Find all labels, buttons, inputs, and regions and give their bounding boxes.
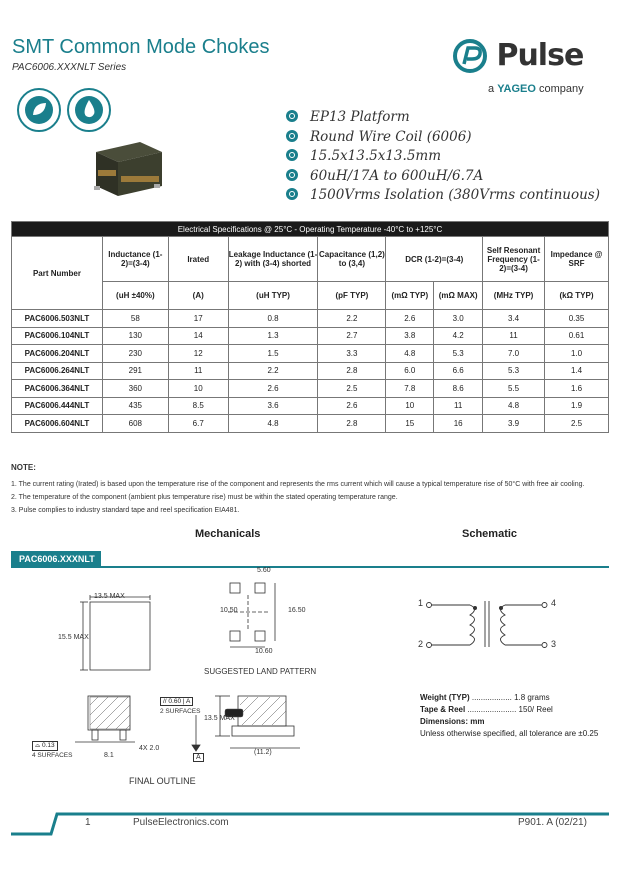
parallelism-callout: // 0.60 | A [160, 697, 193, 706]
electrical-spec-table [11, 221, 609, 433]
unit-cell: (kΩ TYP) [545, 282, 609, 310]
table-cell: 230 [102, 345, 168, 363]
table-cell: 4.8 [483, 397, 545, 415]
feature-item: 60uH/17A to 600uH/6.7A [286, 167, 600, 187]
header-dcr: DCR (1-2)=(3-4) [386, 237, 483, 282]
table-cell: 11 [434, 397, 483, 415]
dim-overall: (11.2) [254, 749, 272, 756]
table-body [12, 310, 609, 433]
dim-land-height: 16.50 [288, 607, 306, 614]
rohs-leaf-icon [19, 90, 59, 130]
pin-3-label: 3 [551, 639, 557, 649]
table-cell: 5.3 [434, 345, 483, 363]
table-cell: 4.8 [386, 345, 434, 363]
table-cell: 0.8 [228, 310, 318, 328]
table-row [12, 362, 609, 380]
pin-2-label: 2 [418, 639, 424, 649]
table-cell: 5.3 [483, 362, 545, 380]
table-cell: 2.6 [228, 380, 318, 398]
unit-cell: (uH ±40%) [102, 282, 168, 310]
feature-list [286, 108, 600, 206]
dim-land-width: 10.60 [255, 648, 273, 655]
table-cell: 2.2 [318, 310, 386, 328]
tag-underline [11, 566, 609, 568]
bullet-icon [286, 110, 298, 122]
logo-wordmark: Pulse [496, 38, 584, 73]
part-number-cell: PAC6006.604NLT [12, 415, 103, 433]
header-srf: Self Resonant Frequency (1-2)=(3-4) [483, 237, 545, 282]
table-cell: 360 [102, 380, 168, 398]
pulse-logo-icon [452, 38, 492, 74]
header-inductance: Inductance (1-2)=(3-4) [102, 237, 168, 282]
dim-width: 13.5 MAX [94, 593, 125, 600]
table-cell: 8.6 [434, 380, 483, 398]
table-cell: 3.3 [318, 345, 386, 363]
rohs-badge [17, 88, 61, 132]
table-cell: 11 [168, 362, 228, 380]
table-cell: 608 [102, 415, 168, 433]
table-cell: 10 [386, 397, 434, 415]
schematic-heading: Schematic [462, 528, 518, 540]
tape-reel-line: Tape & Reel ...................... 150/ Reel [420, 705, 553, 714]
bullet-icon [286, 169, 298, 181]
mechanicals-heading: Mechanicals [195, 528, 261, 540]
table-cell: 1.5 [228, 345, 318, 363]
dim-height: 13.5 MAX [204, 715, 235, 722]
table-cell: 6.7 [168, 415, 228, 433]
table-cell: 2.7 [318, 327, 386, 345]
schematic-diagram [415, 595, 565, 655]
table-cell: 10 [168, 380, 228, 398]
table-cell: 2.6 [386, 310, 434, 328]
table-cell: 12 [168, 345, 228, 363]
msl-badge [67, 88, 111, 132]
table-row [12, 415, 609, 433]
table-cell: 2.5 [318, 380, 386, 398]
dim-land-inner: 10.50 [220, 607, 238, 614]
datum-a-label: A [193, 753, 204, 762]
table-cell: 7.0 [483, 345, 545, 363]
table-cell: 0.35 [545, 310, 609, 328]
part-number-cell: PAC6006.264NLT [12, 362, 103, 380]
page-title: SMT Common Mode Chokes [12, 36, 270, 58]
feature-item: 1500Vrms Isolation (380Vrms continuous) [286, 186, 600, 206]
table-cell: 4.8 [228, 415, 318, 433]
two-surfaces-label: 2 SURFACES [160, 708, 201, 715]
bullet-icon [286, 149, 298, 161]
land-pattern-caption: SUGGESTED LAND PATTERN [204, 667, 317, 676]
note-item: 3. Pulse complies to industry standard tape and reel specification EIA481. [11, 507, 240, 514]
table-cell: 8.5 [168, 397, 228, 415]
part-number-cell: PAC6006.364NLT [12, 380, 103, 398]
tolerance-line: Unless otherwise specified, all tolerance are ±0.25 [420, 729, 599, 738]
weight-line: Weight (TYP) .................. 1.8 grams [420, 693, 550, 702]
part-number-cell: PAC6006.503NLT [12, 310, 103, 328]
msl-drop-icon [69, 90, 109, 130]
table-row [12, 345, 609, 363]
feature-item: 15.5x13.5x13.5mm [286, 147, 600, 167]
note-item: 1. The current rating (Irated) is based upon the temperature rise of the component and represents the rms current which will cause a typical temperature rise of 50°C with free air cooling. [11, 481, 585, 488]
table-cell: 58 [102, 310, 168, 328]
header-irated: Irated [168, 237, 228, 282]
table-cell: 14 [168, 327, 228, 345]
table-cell: 3.4 [483, 310, 545, 328]
table-cell: 130 [102, 327, 168, 345]
table-cell: 4.2 [434, 327, 483, 345]
unit-cell: (MHz TYP) [483, 282, 545, 310]
table-cell: 291 [102, 362, 168, 380]
table-cell: 11 [483, 327, 545, 345]
table-cell: 7.8 [386, 380, 434, 398]
header-capacitance: Capacitance (1,2) to (3,4) [318, 237, 386, 282]
pin-1-label: 1 [418, 598, 424, 608]
dim-land-gap: 5.60 [257, 567, 271, 574]
header-part-number: Part Number [12, 237, 103, 310]
table-cell: 5.5 [483, 380, 545, 398]
physical-specs [420, 692, 598, 740]
table-cell: 435 [102, 397, 168, 415]
table-cell: 2.6 [318, 397, 386, 415]
dim-pin-pitch: 8.1 [104, 752, 114, 759]
unit-cell: (mΩ MAX) [434, 282, 483, 310]
dimensions-line: Dimensions: mm [420, 717, 485, 726]
part-number-cell: PAC6006.444NLT [12, 397, 103, 415]
table-cell: 6.6 [434, 362, 483, 380]
header-leakage: Leakage Inductance (1-2) with (3-4) shorted [228, 237, 318, 282]
table-cell: 1.9 [545, 397, 609, 415]
table-cell: 6.0 [386, 362, 434, 380]
part-number-cell: PAC6006.104NLT [12, 327, 103, 345]
final-outline-caption: FINAL OUTLINE [129, 776, 196, 786]
flatness-callout: ⌓ 0.13 [32, 741, 58, 751]
dim-length: 15.5 MAX [58, 634, 89, 641]
table-cell: 1.6 [545, 380, 609, 398]
header-impedance: Impedance @ SRF [545, 237, 609, 282]
pulse-logo [452, 38, 583, 74]
unit-cell: (pF TYP) [318, 282, 386, 310]
table-cell: 2.8 [318, 415, 386, 433]
table-row [12, 310, 609, 328]
table-title: Electrical Specifications @ 25°C - Operating Temperature -40°C to +125°C [12, 222, 609, 237]
product-photo [88, 138, 168, 202]
table-cell: 3.0 [434, 310, 483, 328]
four-surfaces-label: 4 SURFACES [32, 752, 73, 759]
table-row [12, 397, 609, 415]
unit-cell: (A) [168, 282, 228, 310]
notes-title: NOTE: [11, 463, 36, 472]
table-cell: 1.4 [545, 362, 609, 380]
feature-item: EP13 Platform [286, 108, 600, 128]
feature-item: Round Wire Coil (6006) [286, 128, 600, 148]
table-cell: 3.8 [386, 327, 434, 345]
pin-4-label: 4 [551, 598, 557, 608]
part-number-cell: PAC6006.204NLT [12, 345, 103, 363]
table-cell: 15 [386, 415, 434, 433]
document-code: P901. A (02/21) [518, 817, 587, 828]
table-cell: 1.3 [228, 327, 318, 345]
logo-tagline: a YAGEO company [488, 83, 584, 95]
table-row [12, 327, 609, 345]
dim-pin-width: 4X 2.0 [139, 745, 160, 752]
unit-cell: (uH TYP) [228, 282, 318, 310]
table-cell: 2.2 [228, 362, 318, 380]
series-subtitle: PAC6006.XXXNLT Series [12, 62, 127, 73]
part-series-tag: PAC6006.XXXNLT [11, 551, 101, 567]
table-cell: 16 [434, 415, 483, 433]
page-number: 1 [85, 817, 91, 828]
table-cell: 2.5 [545, 415, 609, 433]
table-row [12, 380, 609, 398]
table-cell: 0.61 [545, 327, 609, 345]
table-cell: 3.9 [483, 415, 545, 433]
bullet-icon [286, 130, 298, 142]
footer-website: PulseElectronics.com [133, 817, 229, 828]
table-cell: 3.6 [228, 397, 318, 415]
unit-cell: (mΩ TYP) [386, 282, 434, 310]
table-cell: 2.8 [318, 362, 386, 380]
notes-section [11, 461, 611, 517]
bullet-icon [286, 188, 298, 200]
table-cell: 1.0 [545, 345, 609, 363]
note-item: 2. The temperature of the component (ambient plus temperature rise) must be within the stated operating temperature range. [11, 494, 398, 501]
table-cell: 17 [168, 310, 228, 328]
